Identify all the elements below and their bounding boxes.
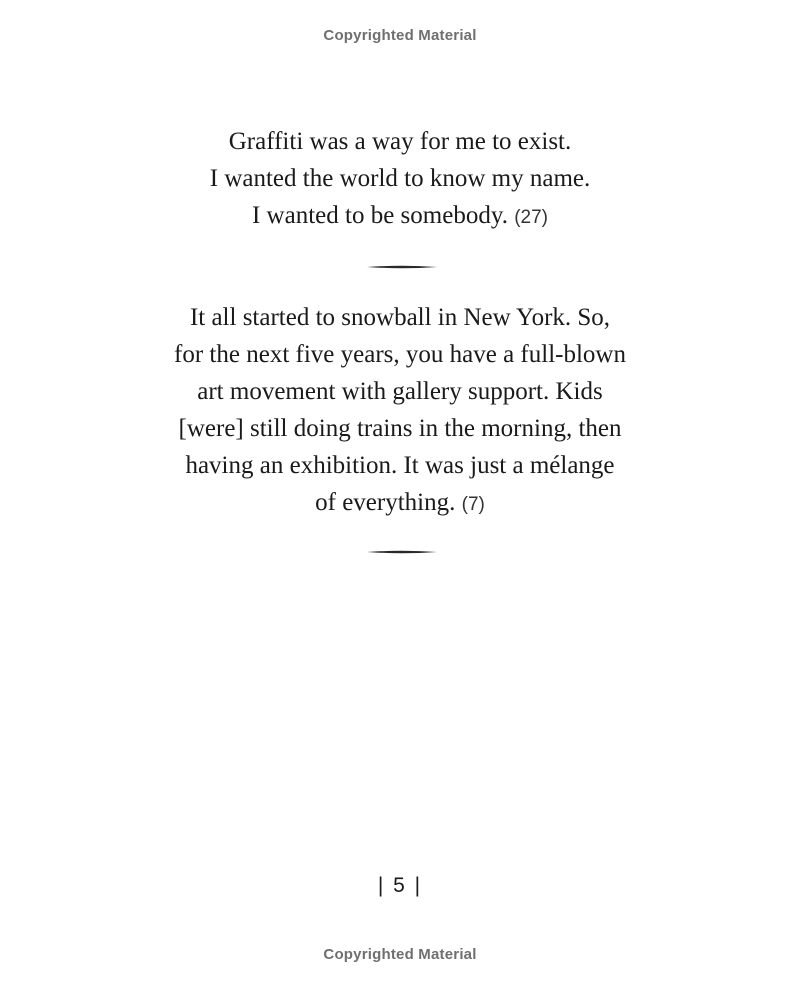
page-number: | 5 | (377, 874, 423, 897)
quote-2-line-2: for the next five years, you have a full-blown (174, 341, 626, 368)
ornament-divider-1 (367, 264, 437, 270)
quote-1-line-3 (0, 197, 800, 236)
quote-1-line-2: I wanted the world to know my name. (209, 165, 591, 192)
quote-2-line-5: having an exhibition. It was just a mélange (185, 452, 615, 479)
quote-2-citation: (7) (461, 494, 485, 515)
ornament-divider-2 (367, 549, 437, 555)
copyright-watermark-bottom: Copyrighted Material (323, 946, 477, 963)
quote-block-2 (0, 299, 800, 523)
quote-1-line-3-text: I wanted to be somebody. (251, 202, 508, 229)
quote-2-line-1: It all started to snowball in New York. So, (189, 304, 611, 331)
quote-2-line-6-text: of everything. (315, 489, 456, 516)
quote-2-line-4: [were] still doing trains in the morning, then (178, 415, 622, 442)
quote-block-1 (0, 123, 800, 236)
quote-1-line-1: Graffiti was a way for me to exist. (228, 128, 572, 155)
quote-2-line-6 (0, 484, 800, 523)
quote-1-citation: (27) (514, 207, 548, 228)
quote-2-line-3: art movement with gallery support. Kids (197, 378, 603, 405)
copyright-watermark-top: Copyrighted Material (323, 27, 477, 44)
